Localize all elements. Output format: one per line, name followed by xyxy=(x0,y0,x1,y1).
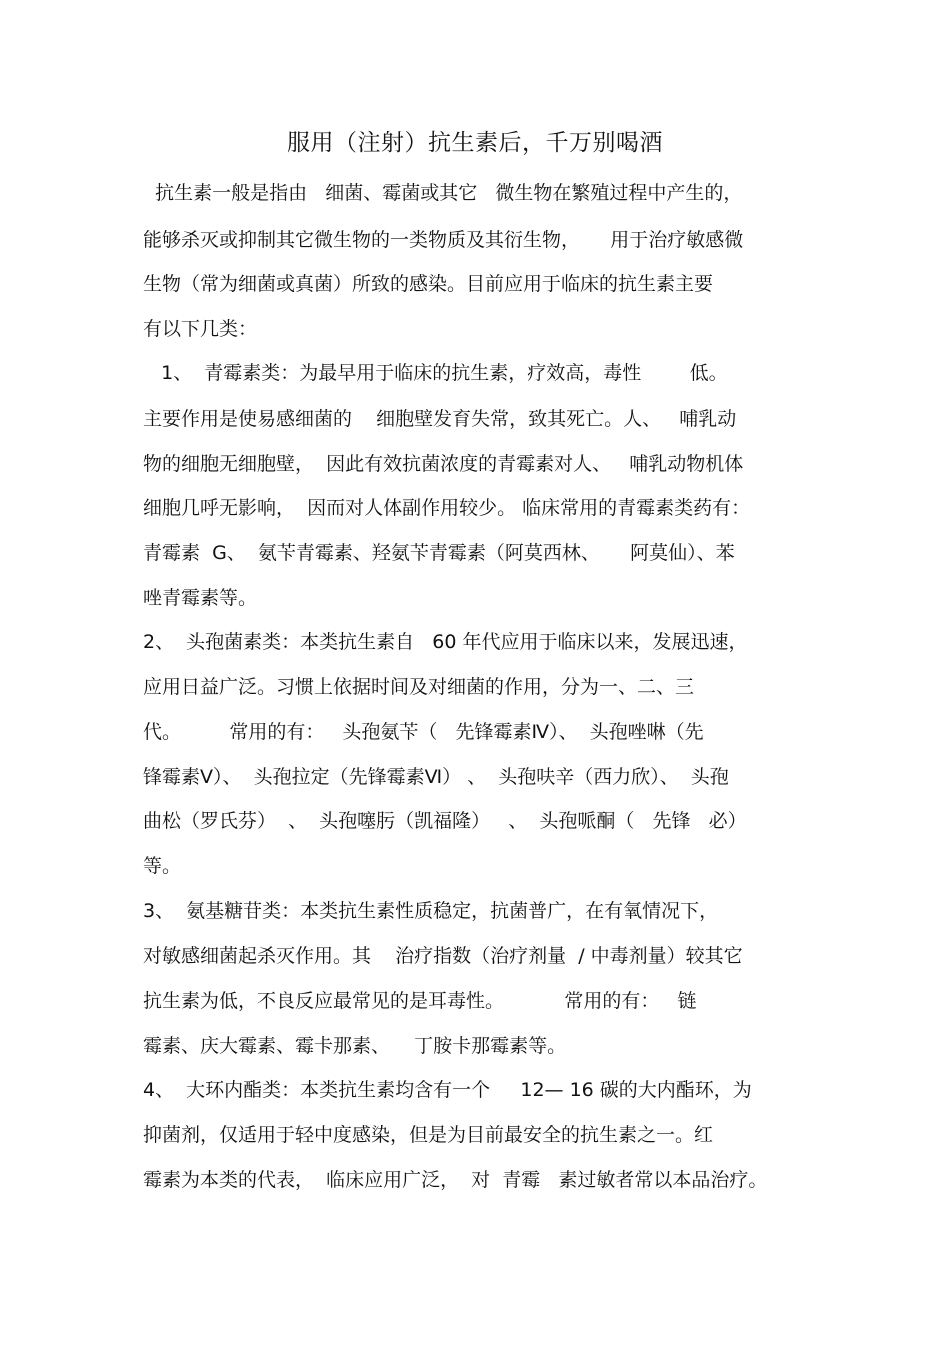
body-line: 唑青霉素等。 xyxy=(143,587,258,609)
body-line: 曲松（罗氏芬） 、 头孢噻肟（凯福隆） 、 头孢哌酮（ 先锋 必） xyxy=(143,810,747,832)
body-line: 对敏感细菌起杀灭作用。其 治疗指数（治疗剂量 / 中毒剂量）较其它 xyxy=(143,945,743,967)
body-line: 代。 常用的有： 头孢氨苄（ 先锋霉素Ⅳ）、 头孢唑啉（先 xyxy=(143,721,704,743)
body-line: 霉素为本类的代表， 临床应用广泛， 对 青霉 素过敏者常以本品治疗。 xyxy=(143,1169,768,1191)
body-line: 抑菌剂，仅适用于轻中度感染，但是为目前最安全的抗生素之一。红 xyxy=(143,1124,714,1146)
body-line: 主要作用是使易感细菌的 细胞壁发育失常，致其死亡。人、 哺乳动 xyxy=(143,408,737,430)
body-line: 能够杀灭或抑制其它微生物的一类物质及其衍生物， 用于治疗敏感微 xyxy=(143,229,744,251)
body-line: 物的细胞无细胞壁， 因此有效抗菌浓度的青霉素对人、 哺乳动物机体 xyxy=(143,453,744,475)
body-line: 应用日益广泛。习惯上依据时间及对细菌的作用，分为一、二、三 xyxy=(143,676,695,698)
body-line: 细胞几呼无影响， 因而对人体副作用较少。 临床常用的青霉素类药有： xyxy=(143,497,751,519)
body-line: 锋霉素Ⅴ）、 头孢拉定（先锋霉素Ⅵ） 、 头孢呋辛（西力欣）、 头孢 xyxy=(143,766,729,788)
body-line: 4、 大环内酯类：本类抗生素均含有一个 12— 16 碳的大内酯环，为 xyxy=(143,1079,752,1101)
body-line: 生物（常为细菌或真菌）所致的感染。目前应用于临床的抗生素主要 xyxy=(143,273,714,295)
body-line: 1、 青霉素类：为最早用于临床的抗生素，疗效高，毒性 低。 xyxy=(143,362,728,384)
body-line: 青霉素 G、 氨苄青霉素、羟氨苄青霉素（阿莫西林、 阿莫仙）、苯 xyxy=(143,542,735,564)
body-line: 霉素、庆大霉素、霉卡那素、 丁胺卡那霉素等。 xyxy=(143,1035,567,1057)
document-title: 服用（注射）抗生素后，千万别喝酒 xyxy=(287,130,663,156)
body-line: 有以下几类： xyxy=(143,318,258,340)
body-line: 3、 氨基糖苷类：本类抗生素性质稳定，抗菌普广，在有氧情况下， xyxy=(143,900,719,922)
body-line: 等。 xyxy=(143,855,182,877)
body-line: 2、 头孢菌素类：本类抗生素自 60 年代应用于临床以来，发展迅速， xyxy=(143,631,748,653)
body-line: 抗生素为低，不良反应最常见的是耳毒性。 常用的有： 链 xyxy=(143,990,697,1012)
body-line: 抗生素一般是指由 细菌、霉菌或其它 微生物在繁殖过程中产生的， xyxy=(143,182,743,204)
